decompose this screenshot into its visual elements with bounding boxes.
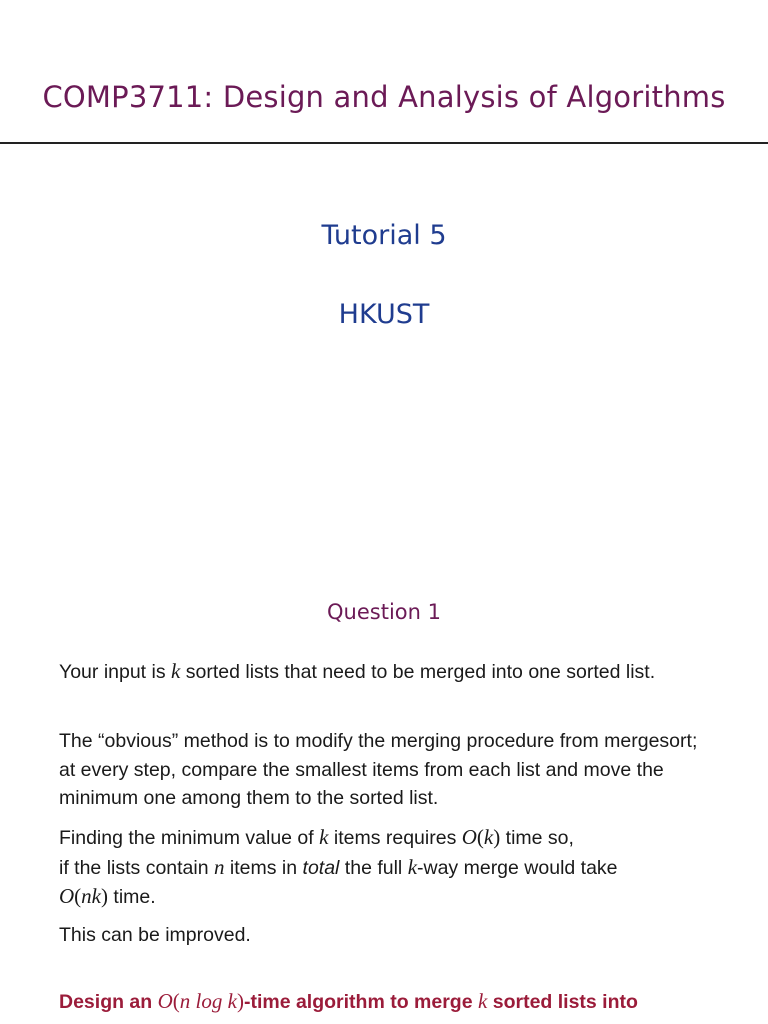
math-big-o: O — [59, 884, 75, 908]
paragraph-improvement: This can be improved. — [59, 924, 251, 946]
math-paren: ) — [236, 989, 244, 1013]
paragraph-input — [59, 657, 719, 687]
math-paren: ) — [101, 884, 108, 908]
text-run: time so, — [500, 827, 574, 849]
math-k: k — [227, 989, 237, 1013]
text-run: items requires — [328, 827, 462, 849]
math-paren: ) — [493, 825, 501, 849]
math-n: n — [179, 989, 191, 1013]
text-run: -time algorithm to merge — [243, 991, 478, 1013]
text-run: Your input is — [59, 661, 172, 683]
math-paren: ( — [476, 825, 484, 849]
text-run: sorted lists that need to be merged into one sorted list. — [180, 661, 656, 683]
text-run: the full — [339, 856, 408, 879]
paragraph-complexity — [59, 823, 719, 912]
tutorial-label: Tutorial 5 — [321, 220, 447, 251]
text-run: -way merge would take — [417, 856, 618, 879]
math-k: k — [407, 854, 418, 879]
math-k: k — [171, 659, 181, 683]
text-run: items in — [224, 856, 303, 879]
institution-label: HKUST — [338, 299, 430, 330]
emphasis-total: total — [302, 856, 340, 879]
math-nk: nk — [81, 884, 101, 908]
math-paren: ( — [74, 884, 82, 908]
math-paren: ( — [172, 989, 180, 1013]
title-divider — [0, 142, 768, 144]
math-k: k — [483, 825, 494, 849]
text-run: time. — [108, 886, 156, 908]
course-title: COMP3711: Design and Analysis of Algorithms — [42, 80, 726, 114]
text-run: Design an — [59, 991, 158, 1013]
math-big-o: O — [461, 825, 477, 849]
math-log: log — [195, 989, 223, 1013]
text-run: sorted lists into — [487, 991, 638, 1013]
math-n: n — [214, 854, 225, 879]
math-k: k — [477, 989, 488, 1013]
text-run: if the lists contain — [59, 856, 214, 879]
task-statement — [59, 987, 739, 1016]
text-run: Finding the minimum value of — [59, 827, 320, 849]
paragraph-obvious-method: The “obvious” method is to modify the merging procedure from mergesort; at every step, compare the smallest items from each list and move the minimum one among them to the sorted list. — [59, 730, 698, 809]
question-slide — [0, 540, 768, 1024]
math-big-o: O — [157, 989, 173, 1013]
math-k: k — [319, 825, 329, 849]
question-heading: Question 1 — [327, 600, 441, 624]
